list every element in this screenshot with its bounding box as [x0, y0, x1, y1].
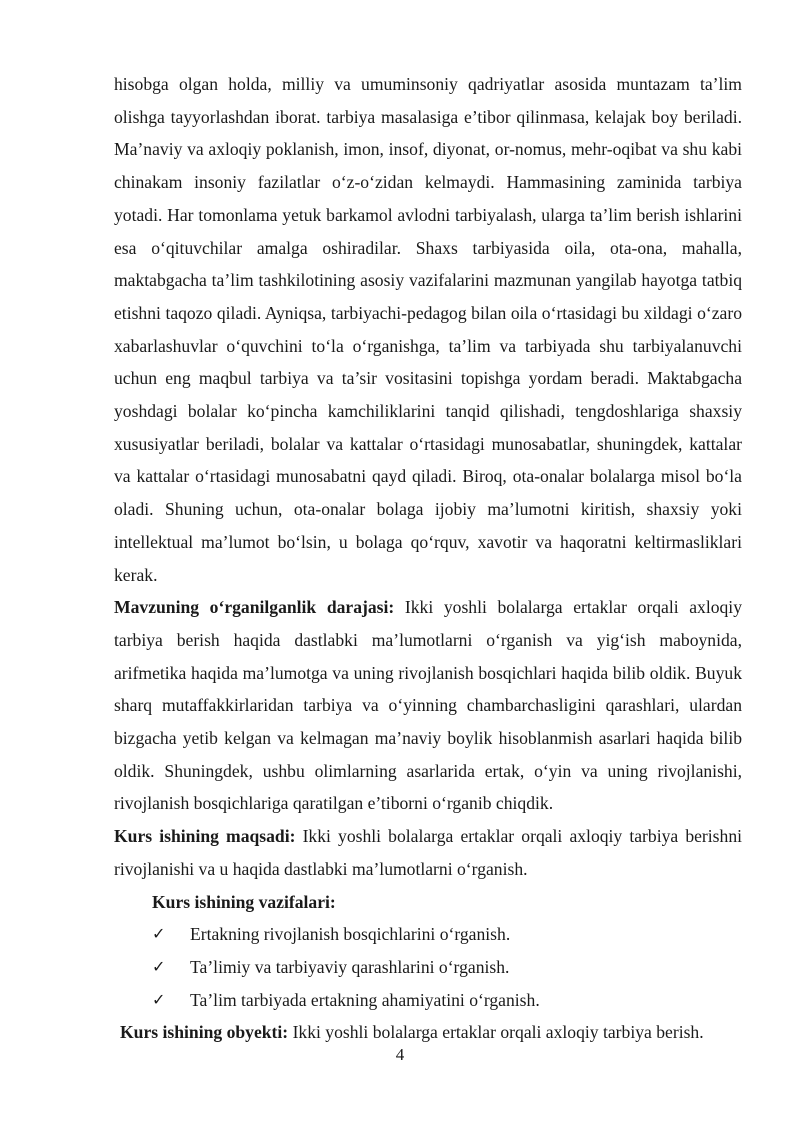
task-text: Ta’limiy va tarbiyaviy qarashlarini o‘rganish. [190, 956, 510, 977]
object-label: Kurs ishining obyekti: [120, 1022, 289, 1043]
page-number: 4 [395, 1045, 405, 1064]
goal-text: Ikki yoshli bolalarga ertaklar orqali axloqiy tarbiya berishni rivojlanishi va u haqida dastlabki ma’lumotlarni o‘rganish. [114, 826, 742, 879]
list-item [114, 951, 742, 984]
list-item [114, 984, 742, 1017]
task-text: Ertakning rivojlanish bosqichlarini o‘rganish. [190, 924, 511, 945]
object-text: Ikki yoshli bolalarga ertaklar orqali axloqiy tarbiya berish. [288, 1022, 704, 1043]
study-degree-paragraph [114, 591, 742, 820]
goal-paragraph [114, 820, 742, 885]
check-icon: ✓ [152, 956, 166, 976]
task-text: Ta’lim tarbiyada ertakning ahamiyatini o‘rganish. [190, 989, 540, 1010]
study-degree-text: Ikki yoshli bolalarga ertaklar orqali axloqiy tarbiya berish haqida dastlabki ma’lumotlarni o‘rganish va yig‘ish maboynida, arifmetika haqida ma’lumotga va uning rivojlanish bosqichlari haqida bilib oldik. Buyuk sharq mutaffakkirlaridan tarbiya va o‘yinning chambarchasligini qarashlari, ulardan bizgacha yetib kelgan va kelmagan ma’naviy boylik hisoblanmish asarlari haqida bilib oldik. Shuningdek, ushbu olimlarning asarlarida ertak, o‘yin va uning rivojlanishi, rivojlanish bosqichlariga qaratilgan e’tiborni o‘rganib chiqdik. [114, 597, 742, 814]
page-content [114, 68, 742, 1049]
check-icon: ✓ [152, 989, 166, 1009]
check-icon: ✓ [152, 924, 166, 944]
goal-label: Kurs ishining maqsadi: [114, 826, 296, 847]
list-item [114, 918, 742, 951]
tasks-list [114, 918, 742, 1016]
tasks-title: Kurs ishining vazifalari: [152, 891, 336, 912]
study-degree-label: Mavzuning o‘rganilganlik darajasi: [114, 597, 395, 618]
intro-paragraph: hisobga olgan holda, milliy va umuminsoniy qadriyatlar asosida muntazam ta’lim olishga tayyorlashdan iborat. tarbiya masalasiga e’tibor qilinmasa, kelajak boy beriladi. Ma’naviy va axloqiy poklanish, imon, insof, diyonat, or-nomus, mehr-oqibat va shu kabi chinakam insoniy fazilatlar o‘z-o‘zidan kelmaydi. Hammasining zaminida tarbiya yotadi. Har tomonlama yetuk barkamol avlodni tarbiyalash, ularga ta’lim berish ishlarini esa o‘qituvchilar amalga oshiradilar. Shaxs tarbiyasida oila, ota-ona, mahalla, maktabgacha ta’lim tashkilotining asosiy vazifalarini mazmunan yangilab hayotga tatbiq etishni taqozo qiladi. Ayniqsa, tarbiyachi-pedagog bilan oila o‘rtasidagi bu xildagi o‘zaro xabarlashuvlar o‘quvchini to‘la o‘rganishga, ta’lim va tarbiyada shu tarbiyalanuvchi uchun eng maqbul tarbiya va ta’sir vositasini topishga yordam beradi. Maktabgacha yoshdagi bolalar ko‘pincha kamchiliklarini tanqid qilishadi, tengdoshlariga shaxsiy xususiyatlar beriladi, bolalar va kattalar o‘rtasidagi munosabatlar, shuningdek, kattalar va kattalar o‘rtasidagi munosabatni qayd qiladi. Biroq, ota-onalar bolalarga misol bo‘la oladi. Shuning uchun, ota-onalar bolaga ijobiy ma’lumotni kiritish, shaxsiy yoki intellektual ma’lumot bo‘lsin, u bolaga qo‘rquv, xavotir va haqoratni keltirmasliklari kerak. [114, 74, 742, 585]
